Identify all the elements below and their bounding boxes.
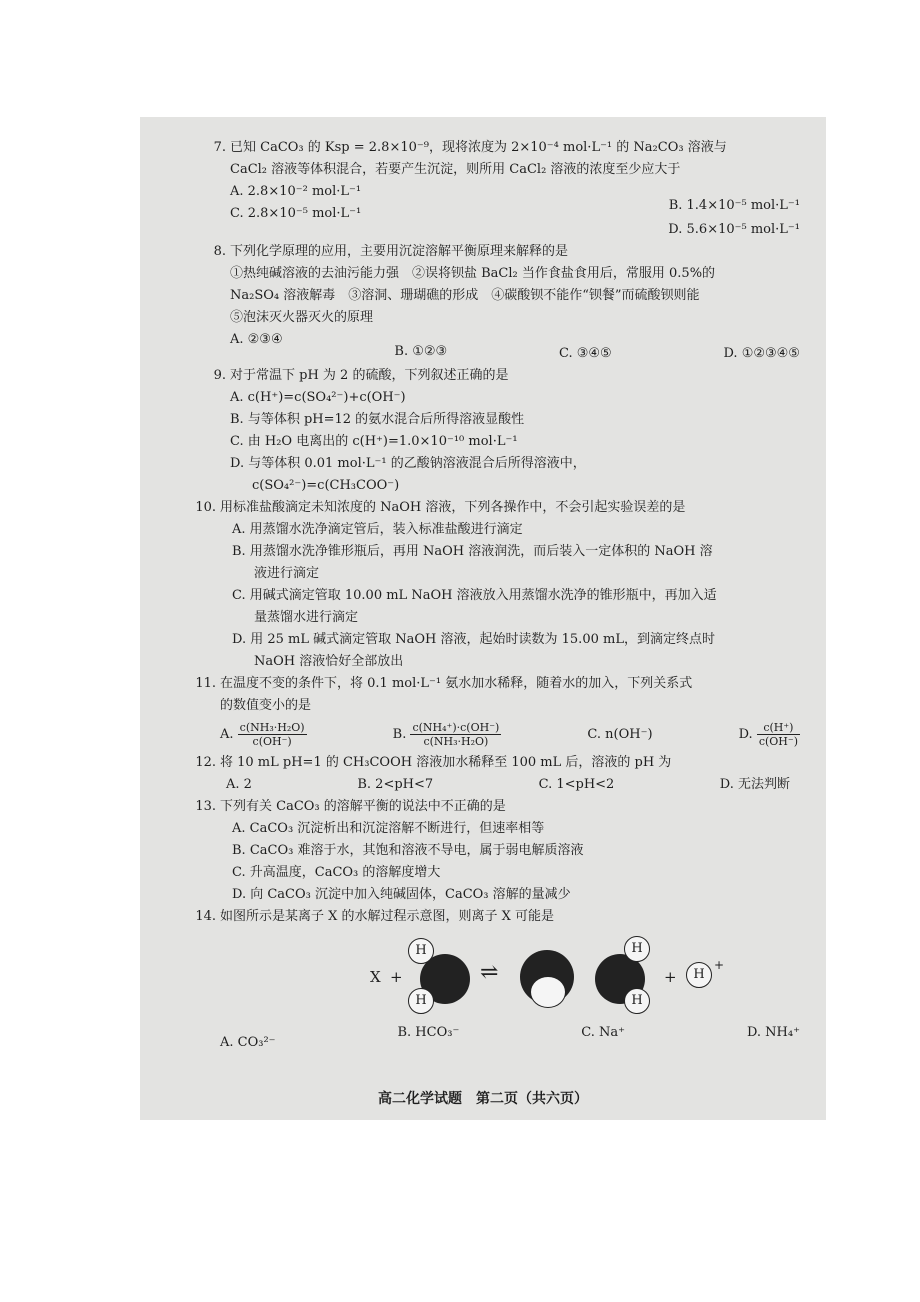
option-c: C. ③④⑤	[558, 346, 612, 361]
option-b: B. CaCO₃ 难溶于水，其饱和溶液不导电，属于弱电解质溶液	[232, 843, 584, 858]
exam-content	[195, 137, 800, 1054]
fraction: $\frac{\text{c(NH₄⁺)·c(OH⁻)}}{\text{c(NH₃·H₂O)}}$	[412, 721, 500, 748]
option-b: B. ①②③	[394, 344, 448, 359]
hydrogen-atom: H	[624, 988, 650, 1014]
option-d: D. NH₄⁺	[746, 1025, 800, 1040]
option-c: C. 1<pH<2	[538, 777, 615, 792]
fraction: $\frac{c(H^+)}{c(OH^-)}$	[758, 721, 798, 748]
question-number: 13.	[195, 799, 216, 814]
charge-sign: +	[714, 958, 725, 972]
question-number: 12.	[195, 755, 216, 770]
photo-of-exam-page	[140, 117, 826, 1120]
hydrolysis-diagram	[220, 932, 800, 1022]
option-a: A. $\frac{\text{c(NH₃·H₂O)}}{c(OH^-)}$	[220, 721, 305, 748]
question-number: 7.	[213, 140, 226, 155]
question-number: 10.	[195, 500, 216, 515]
question-11	[195, 673, 800, 748]
option-d: D. 无法判断	[719, 777, 790, 792]
plus-sign: +	[664, 968, 677, 986]
question-stem: 如图所示是某离子 X 的水解过程示意图，则离子 X 可能是	[220, 909, 555, 924]
option-a: A. CO₃²⁻	[220, 1035, 276, 1050]
question-stem: 下列有关 CaCO₃ 的溶解平衡的说法中不正确的是	[220, 799, 506, 814]
ion-x-label: X	[370, 968, 381, 986]
option-b: B. 1.4×10⁻⁵ mol·L⁻¹	[668, 198, 800, 213]
question-stem: 将 10 mL pH=1 的 CH₃COOH 溶液加水稀释至 100 mL 后，溶液的 pH 为	[220, 755, 672, 770]
option-b: B. 用蒸馏水洗净锥形瓶后，再用 NaOH 溶液润洗，而后装入一定体积的 NaOH 溶	[232, 544, 713, 559]
option-d-cont: c(SO₄²⁻)=c(CH₃COO⁻)	[252, 478, 400, 493]
fraction: $\frac{\text{c(NH₃·H₂O)}}{c(OH^-)}$	[239, 721, 305, 748]
hydrogen-atom: H	[624, 936, 650, 962]
question-number: 14.	[195, 909, 216, 924]
option-d: D. 与等体积 0.01 mol·L⁻¹ 的乙酸钠溶液混合后所得溶液中，	[230, 456, 586, 471]
option-b: B. 与等体积 pH=12 的氨水混合后所得溶液显酸性	[230, 412, 525, 427]
option-a: A. c(H⁺)=c(SO₄²⁻)+c(OH⁻)	[230, 390, 406, 405]
option-b: B. HCO₃⁻	[397, 1025, 460, 1040]
statement-line: ⑤泡沫灭火器灭火的原理	[230, 310, 374, 325]
option-c: C. n(OH⁻)	[587, 726, 653, 742]
option-d: D. 向 CaCO₃ 沉淀中加入纯碱固体，CaCO₃ 溶解的量减少	[232, 887, 571, 902]
option-d-cont: NaOH 溶液恰好全部放出	[254, 654, 404, 669]
option-a: A. 2.8×10⁻² mol·L⁻¹	[230, 184, 362, 199]
option-a: A. 用蒸馏水洗净滴定管后，装入标准盐酸进行滴定	[232, 522, 523, 537]
statement-line: Na₂SO₄ 溶液解毒 ③溶洞、珊瑚礁的形成 ④碳酸钡不能作“钡餐”而硫酸钡则能	[230, 288, 700, 303]
oxygen-atom	[530, 976, 566, 1008]
option-d: D. 5.6×10⁻⁵ mol·L⁻¹	[668, 222, 800, 237]
question-stem: 下列化学原理的应用，主要用沉淀溶解平衡原理来解释的是	[230, 244, 569, 259]
option-c: C. 用碱式滴定管取 10.00 mL NaOH 溶液放入用蒸馏水洗净的锥形瓶中，再加入适	[232, 588, 717, 603]
option-c: C. 2.8×10⁻⁵ mol·L⁻¹	[230, 206, 362, 221]
question-13	[195, 796, 800, 906]
statement-line: ①热纯碱溶液的去油污能力强 ②误将钡盐 BaCl₂ 当作食盐食用后，常服用 0.5%的	[230, 266, 716, 281]
question-stem: 对于常温下 pH 为 2 的硫酸，下列叙述正确的是	[230, 368, 509, 383]
question-number: 8.	[213, 244, 226, 259]
question-stem-cont: CaCl₂ 溶液等体积混合，若要产生沉淀，则所用 CaCl₂ 溶液的浓度至少应大于	[230, 162, 681, 177]
page-footer: 高二化学试题 第二页（共六页）	[378, 1091, 588, 1107]
option-c: C. Na⁺	[581, 1025, 626, 1040]
option-a: A. ②③④	[230, 332, 283, 347]
hydrogen-ion: H	[686, 962, 712, 988]
option-d: D. 用 25 mL 碱式滴定管取 NaOH 溶液，起始时读数为 15.00 mL，到滴定终点时	[232, 632, 715, 647]
option-c: C. 由 H₂O 电离出的 c(H⁺)=1.0×10⁻¹⁰ mol·L⁻¹	[230, 434, 518, 449]
question-7	[200, 137, 800, 241]
option-b: B. $\frac{\text{c(NH₄⁺)·c(OH⁻)}}{\text{c(NH₃·H₂O)}}$	[392, 721, 500, 748]
question-10	[195, 497, 800, 673]
option-c: C. 升高温度，CaCO₃ 的溶解度增大	[232, 865, 441, 880]
question-number: 9.	[213, 368, 226, 383]
question-stem-cont: 的数值变小的是	[220, 698, 312, 713]
option-b-cont: 液进行滴定	[254, 566, 320, 581]
option-b: B. 2<pH<7	[357, 777, 434, 792]
hydrogen-atom: H	[408, 938, 434, 964]
option-c-cont: 量蒸馏水进行滴定	[254, 610, 359, 625]
option-d: D. ①②③④⑤	[723, 346, 800, 361]
equilibrium-arrow-icon: ⇌	[480, 960, 499, 985]
question-8	[200, 241, 800, 365]
question-9	[200, 365, 800, 497]
option-a: A. CaCO₃ 沉淀析出和沉淀溶解不断进行，但速率相等	[232, 821, 545, 836]
question-12	[195, 752, 800, 796]
question-14	[195, 906, 800, 1054]
question-number: 11.	[195, 676, 216, 691]
plus-sign: +	[390, 968, 403, 986]
option-a: A. 2	[226, 777, 252, 792]
hydrogen-atom: H	[408, 988, 434, 1014]
question-stem: 用标准盐酸滴定未知浓度的 NaOH 溶液，下列各操作中，不会引起实验误差的是	[220, 500, 686, 515]
question-stem: 已知 CaCO₃ 的 Ksp = 2.8×10⁻⁹，现将浓度为 2×10⁻⁴ mol·L⁻¹ 的 Na₂CO₃ 溶液与	[230, 140, 727, 155]
question-stem: 在温度不变的条件下，将 0.1 mol·L⁻¹ 氨水加水稀释，随着水的加入，下列关系式	[220, 676, 693, 691]
option-d: D. $\frac{c(H^+)}{c(OH^-)}$	[738, 721, 798, 748]
